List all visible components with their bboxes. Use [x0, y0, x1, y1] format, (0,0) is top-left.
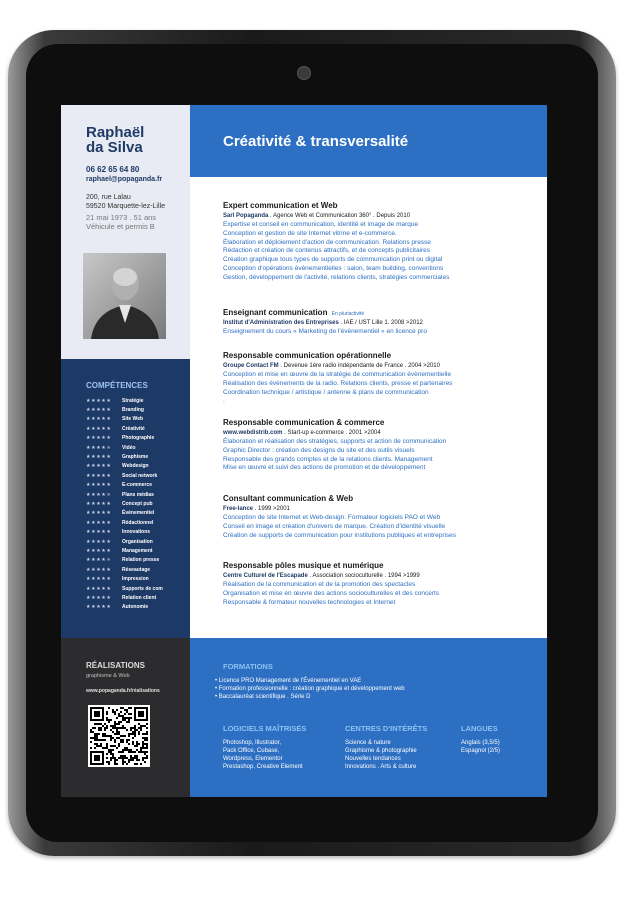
- company-name: Groupe Contact FM: [223, 363, 279, 369]
- langues-title: LANGUES: [461, 724, 498, 733]
- name-line-2: da Silva: [86, 139, 143, 156]
- star-rating-icon: ★★★★★: [86, 500, 112, 507]
- experience-line: Conception de site Internet et Web-design. Formateur logiciels PAO et Web: [223, 514, 441, 521]
- skill-item: [86, 565, 150, 574]
- skills-title: COMPÉTENCES: [86, 381, 148, 390]
- experience-title: [223, 201, 523, 212]
- interet-item: Graphisme & photographie: [345, 748, 417, 754]
- experience-line: Élaboration et déploiement d'action de communication. Relations presse: [223, 238, 431, 246]
- experience-title-text: Consultant communication & Web: [223, 494, 354, 503]
- company-details: . 1999 >2001: [253, 506, 290, 512]
- star-rating-icon: ★★★★★: [86, 472, 112, 479]
- skill-item: [86, 518, 153, 527]
- formation-item: • Formation professionnelle : création graphique et développement web: [215, 686, 405, 692]
- company-details: . Start-up e-commerce . 2001 >2004: [282, 430, 381, 436]
- experience-block: [223, 308, 523, 337]
- skill-label: Webdesign: [122, 463, 149, 470]
- skill-item: [86, 462, 149, 471]
- star-rating-icon: ★★★★★: [86, 594, 112, 601]
- experience-title-note: . En pluriactivité: [327, 311, 365, 317]
- experience-line: Responsable des grands comptes et de la relations clients. Management: [223, 455, 433, 463]
- experience-company: [223, 362, 523, 371]
- experience-block: [223, 201, 523, 283]
- experience-line: Réalisation des évènements de la radio. Relations clients, presse et partenaires: [223, 379, 453, 387]
- name-line-1: Raphaël: [86, 124, 145, 141]
- skill-item: [86, 537, 153, 546]
- star-rating-icon: ★★★★★: [86, 576, 112, 583]
- star-rating-icon: ★★★★★: [86, 425, 112, 432]
- interet-item: Science & nature: [345, 740, 391, 746]
- skill-label: Vidéo: [122, 444, 136, 451]
- star-rating-icon: ★★★★★: [86, 585, 112, 592]
- interets-title: CENTRES D'INTÉRÊTS: [345, 724, 428, 733]
- experience-line: Enseignement du cours « Marketing de l'évènementiel » en licence pro: [223, 328, 427, 335]
- star-rating-icon: ★★★★★: [86, 416, 112, 423]
- email[interactable]: raphael@popaganda.fr: [86, 176, 163, 183]
- experience-title-text: Responsable communication opérationnelle: [223, 351, 392, 360]
- skill-label: Branding: [122, 406, 144, 413]
- company-name: Free-lance: [223, 506, 254, 512]
- company-name: Centre Culturel de l'Escapade: [223, 573, 308, 579]
- experience-company: [223, 212, 523, 221]
- experience-line: Création de supports de communication pour institutions publiques et entreprises: [223, 531, 457, 539]
- skill-item: [86, 452, 148, 461]
- experience-company: [223, 505, 523, 514]
- star-rating-icon: ★★★★★: [86, 566, 112, 573]
- experience-line: Expertise et conseil en communication, identité et image de marque: [223, 221, 419, 228]
- experience-company: [223, 572, 523, 581]
- cv-document: [61, 105, 547, 797]
- skill-label: Plans médias: [122, 491, 154, 498]
- experience-block: [223, 561, 523, 607]
- company-details: . Devenue 1ère radio indépendante de France . 2004 >2010: [278, 363, 440, 369]
- experience-line: Conception et gestion de site Internet vitrine et e-commerce.: [223, 229, 397, 237]
- skill-label: Organisation: [122, 538, 153, 545]
- langue-item: Espagnol (2/5): [461, 748, 501, 754]
- logiciel-item: Prestashop, Creative Element: [223, 764, 303, 770]
- skill-label: Site Web: [122, 416, 144, 423]
- star-rating-icon: ★★★★★: [86, 444, 112, 451]
- experience-line: Organisation et mise en œuvre des actions socioculturelles et des concerts: [223, 589, 440, 597]
- skill-item: [86, 405, 144, 414]
- experience-title: [223, 561, 523, 572]
- realisations-link[interactable]: www.popaganda.fr/réalisations: [86, 688, 160, 694]
- experience-line: Gestion, développement de l'activité, relations clients, stratégies commerciales: [223, 273, 450, 281]
- skill-item: [86, 556, 159, 565]
- company-details: . Agence Web et Communication 360° . Depuis 2010: [268, 213, 411, 219]
- person-name: [86, 125, 144, 155]
- experience-title: [223, 494, 523, 505]
- formations-title: FORMATIONS: [223, 662, 273, 671]
- company-name: www.webdistrib.com: [223, 430, 283, 436]
- skill-label: Réseautage: [122, 566, 151, 573]
- experience-line: Graphic Director : création des designs du site et des outils visuels: [223, 446, 415, 454]
- star-rating-icon: ★★★★★: [86, 397, 112, 404]
- experience-line: Réalisation de la communication et de la promotion des spectacles: [223, 581, 416, 588]
- logiciel-item: Pack Office, Cubase,: [223, 748, 280, 754]
- star-rating-icon: ★★★★★: [86, 538, 112, 545]
- star-rating-icon: ★★★★★: [86, 604, 112, 611]
- experience-line: Conception et mise en œuvre de la stratégie de communication évènementielle: [223, 371, 451, 378]
- experience-title-text: Enseignant communication: [223, 308, 328, 317]
- skill-item: [86, 424, 145, 433]
- experience-title-text: Responsable communication & commerce: [223, 418, 385, 427]
- driving-license: Véhicule et permis B: [86, 222, 155, 231]
- experience-company: [223, 429, 523, 438]
- qr-code-icon[interactable]: [88, 705, 150, 767]
- logiciels-title: LOGICIELS MAÎTRISÉS: [223, 724, 307, 733]
- logiciel-item: Wordpress, Elementor: [223, 756, 283, 762]
- skill-label: Autonomie: [122, 604, 149, 611]
- address-line-1: 200, rue Lalau: [86, 194, 131, 201]
- skill-item: [86, 434, 154, 443]
- skill-label: Créativité: [122, 425, 145, 432]
- skill-item: [86, 593, 156, 602]
- experience-block: [223, 494, 523, 540]
- skill-label: Impression: [122, 576, 149, 583]
- logiciel-item: Photoshop, Illustrator,: [223, 740, 282, 746]
- phone: 06 62 65 64 80: [86, 165, 140, 174]
- formation-item: • Baccalauréat scientifique . Série D: [215, 694, 311, 700]
- skill-label: Innovations: [122, 529, 151, 536]
- experience-line: Mise en œuvre et suivi des actions de promotion et de développement: [223, 464, 426, 472]
- skill-item: [86, 396, 143, 405]
- skill-item: [86, 575, 149, 584]
- star-rating-icon: ★★★★★: [86, 453, 112, 460]
- experience-block: [223, 351, 523, 406]
- skill-item: [86, 528, 150, 537]
- experience-line: Rédaction et création de contenus attractifs, et de concepts publicitaires: [223, 247, 431, 255]
- star-rating-icon: ★★★★★: [86, 435, 112, 442]
- realisations-subtitle: graphisme & Web: [86, 673, 130, 679]
- star-rating-icon: ★★★★★: [86, 482, 112, 489]
- realisations-title: RÉALISATIONS: [86, 661, 145, 670]
- skill-item: [86, 509, 154, 518]
- interet-item: Nouvelles tendances: [345, 756, 401, 762]
- interet-item: Innovations . Arts & culture: [345, 764, 417, 770]
- experience-block: [223, 418, 523, 473]
- skill-item: [86, 443, 136, 452]
- profile-photo: [83, 253, 166, 339]
- experience-line: Responsable & formateur nouvelles technologies et Internet: [223, 598, 396, 606]
- skill-item: [86, 499, 153, 508]
- page-title: Créativité & transversalité: [223, 133, 409, 150]
- experience-line: Conseil en image et création d'univers de marque. Création d'identité visuelle: [223, 522, 446, 530]
- skill-item: [86, 584, 163, 593]
- star-rating-icon: ★★★★★: [86, 463, 112, 470]
- star-rating-icon: ★★★★★: [86, 557, 112, 564]
- skill-label: Stratégie: [122, 397, 144, 404]
- experience-line: Conception d'opérations évènementielles : salon, team building, conventions: [223, 264, 444, 272]
- skill-label: Concept pub: [122, 500, 153, 507]
- company-name: Institut d'Administration des Entreprises: [223, 320, 339, 326]
- langue-item: Anglais (3,5/5): [461, 740, 500, 746]
- company-details: . IAE / UST Lille 1. 2008 >2012: [338, 320, 423, 326]
- company-name: Sarl Popaganda: [223, 213, 269, 219]
- star-rating-icon: ★★★★★: [86, 519, 112, 526]
- experience-title-text: Expert communication et Web: [223, 201, 338, 210]
- skill-label: Social network: [122, 472, 158, 479]
- skill-item: [86, 415, 143, 424]
- star-rating-icon: ★★★★★: [86, 529, 112, 536]
- birth-date: 21 mai 1973 . 51 ans: [86, 213, 157, 222]
- experience-line: .: [223, 397, 225, 405]
- star-rating-icon: ★★★★★: [86, 491, 112, 498]
- experience-title: [223, 308, 523, 319]
- camera-icon: [297, 66, 311, 80]
- skill-label: Management: [122, 547, 153, 554]
- experience-title: [223, 351, 523, 362]
- star-rating-icon: ★★★★★: [86, 510, 112, 517]
- experience-title: [223, 418, 523, 429]
- skill-item: [86, 490, 154, 499]
- experience-line: Coordination technique / artistique / antenne & plans de communication: [223, 388, 429, 396]
- address-line-2: 59520 Marquette-lez-Lille: [86, 203, 165, 210]
- skill-item: [86, 481, 152, 490]
- skill-item: [86, 603, 148, 612]
- formation-item: • Licence PRO Management de l'Événementiel en VAE: [215, 678, 362, 684]
- experience-line: Élaboration et réalisation des stratégies, supports et action de communication: [223, 438, 447, 445]
- skill-item: [86, 546, 153, 555]
- skill-label: Graphisme: [122, 453, 149, 460]
- star-rating-icon: ★★★★★: [86, 547, 112, 554]
- skill-label: Rédactionnel: [122, 519, 154, 526]
- star-rating-icon: ★★★★★: [86, 406, 112, 413]
- skill-label: Supports de com: [122, 585, 163, 592]
- experience-title-text: Responsable pôles musique et numérique: [223, 561, 384, 570]
- company-details: . Association socioculturelle . 1994 >1999: [307, 573, 420, 579]
- skill-label: Relation presse: [122, 557, 160, 564]
- skill-label: Événementiel: [122, 510, 155, 517]
- experience-company: [223, 319, 523, 328]
- skill-label: Photographie: [122, 435, 155, 442]
- skill-label: E-commerce: [122, 482, 153, 489]
- experience-line: Création graphique tous types de supports de communication print ou digital: [223, 256, 443, 264]
- skill-label: Relation client: [122, 594, 157, 601]
- skill-item: [86, 471, 157, 480]
